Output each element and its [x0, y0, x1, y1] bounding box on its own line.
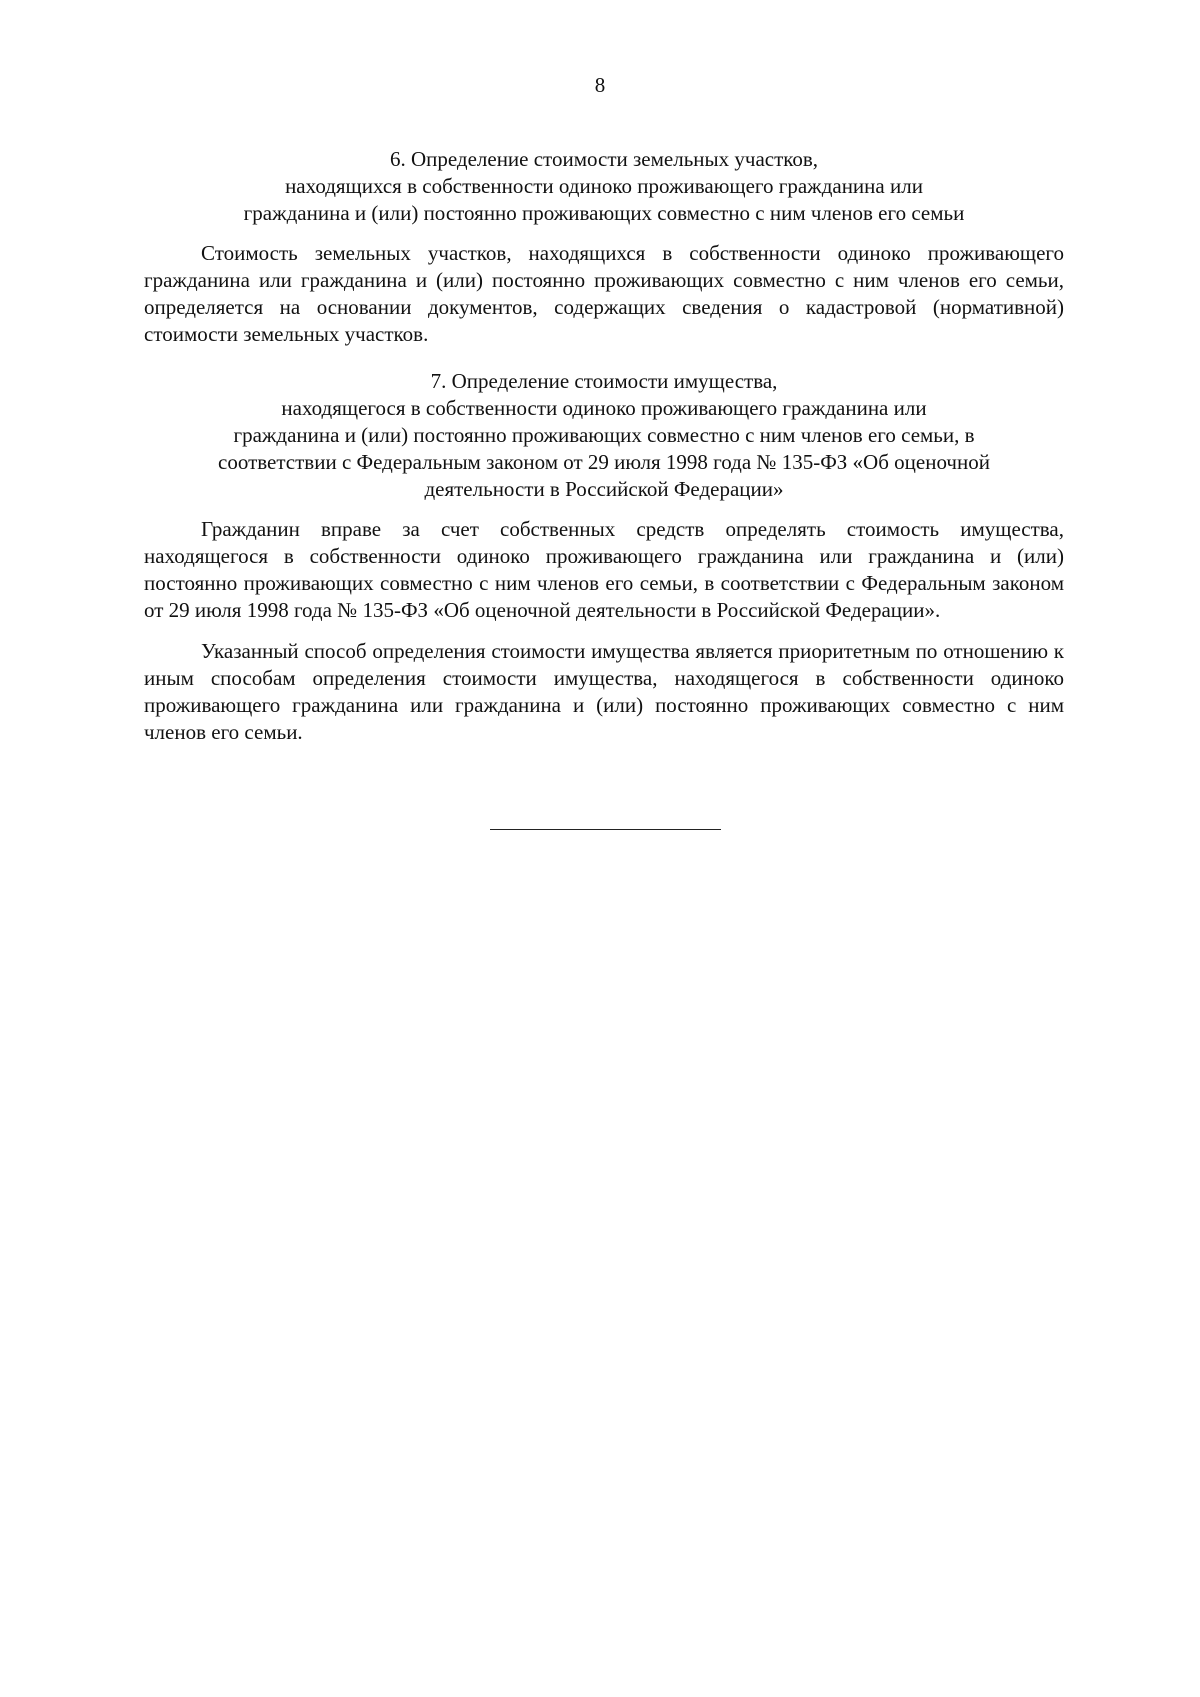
section-6-heading-line: 6. Определение стоимости земельных участков, — [389, 147, 819, 171]
section-7-heading-line: находящегося в собственности одиноко проживающего гражданина или — [281, 396, 927, 420]
section-6-heading-line: гражданина и (или) постоянно проживающих совместно с ним членов его семьи — [243, 201, 965, 225]
section-7-heading-line: 7. Определение стоимости имущества, — [430, 369, 778, 393]
section-7-paragraph: Указанный способ определения стоимости имущества является приоритетным по отношению к иным способам определения стоимости имущества, находящегося в собственности одиноко проживающего гражданина или гражданина и (или) постоянно проживающих совместно с ним членов его семьи. — [144, 639, 1064, 744]
section-6-heading — [144, 146, 1064, 227]
page-number: 8 — [594, 73, 606, 97]
section-6-paragraph: Стоимость земельных участков, находящихся в собственности одиноко проживающего гражданина или гражданина и (или) постоянно проживающих совместно с ним членов его семьи, определяется на основании документов, содержащих сведения о кадастровой (нормативной) стоимости земельных участков. — [144, 241, 1064, 346]
document-body — [144, 146, 1064, 760]
section-6-heading-line: находящихся в собственности одиноко проживающего гражданина или — [285, 174, 923, 198]
closing-divider — [490, 829, 721, 830]
section-7-heading — [144, 368, 1064, 503]
section-7-heading-line: соответствии с Федеральным законом от 29 июля 1998 года № 135-ФЗ «Об оценочной — [218, 450, 990, 474]
section-7-heading-line: гражданина и (или) постоянно проживающих совместно с ним членов его семьи, в — [233, 423, 975, 447]
section-7-heading-line: деятельности в Российской Федерации» — [424, 477, 784, 501]
section-7-paragraph: Гражданин вправе за счет собственных средств определять стоимость имущества, находящегося в собственности одиноко проживающего гражданина или гражданина и (или) постоянно проживающих совместно с ним членов его семьи, в соответствии с Федеральным законом от 29 июля 1998 года № 135-ФЗ «Об оценочной деятельности в Российской Федерации». — [144, 517, 1064, 622]
